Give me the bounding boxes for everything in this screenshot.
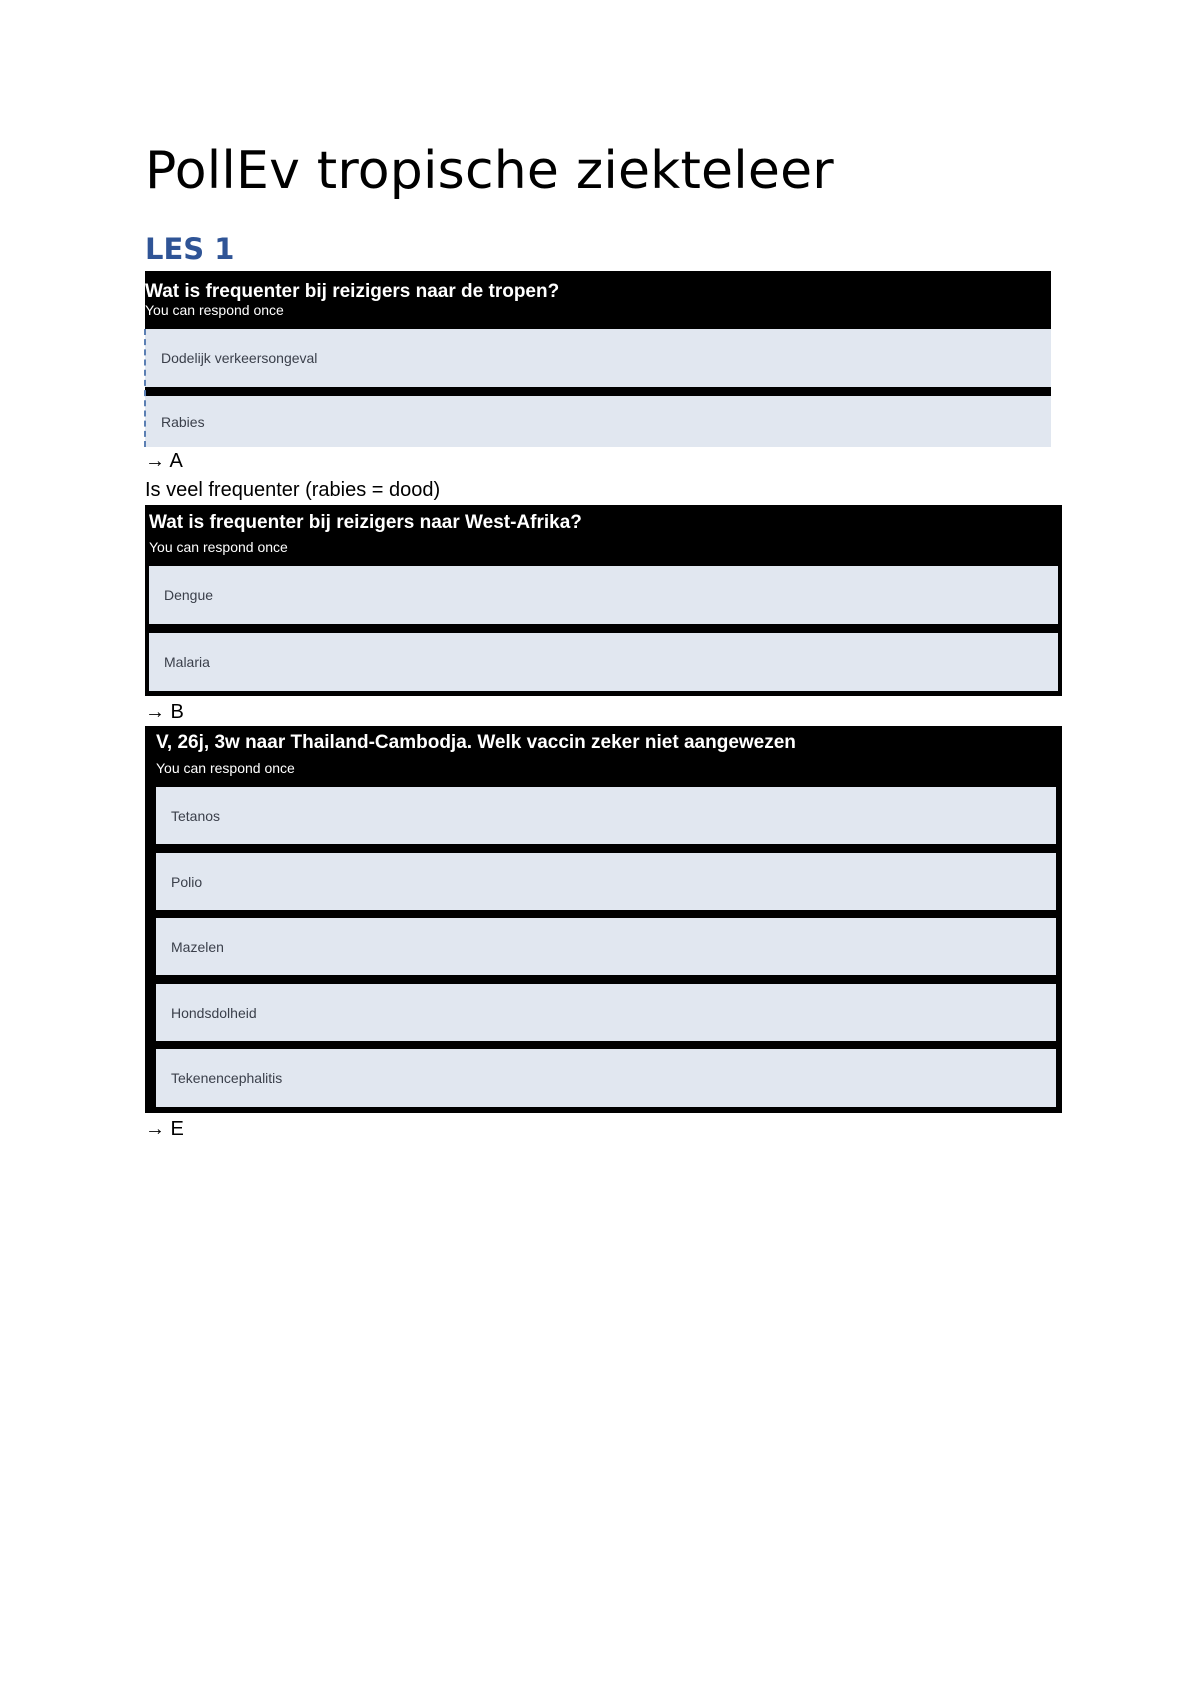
- poll-option[interactable]: [145, 329, 1051, 387]
- selection-marker: [144, 329, 146, 447]
- poll-card: [145, 271, 1051, 447]
- poll-subtitle: You can respond once: [145, 302, 284, 318]
- poll-subtitle: You can respond once: [149, 539, 288, 555]
- poll-option-label: Tekenencephalitis: [171, 1070, 283, 1086]
- poll-option-label: Polio: [171, 873, 203, 890]
- poll-question: V, 26j, 3w naar Thailand-Cambodja. Welk vaccin zeker niet aangewezen: [156, 732, 796, 753]
- poll-subtitle: You can respond once: [156, 760, 295, 776]
- answer-text: → B: [145, 701, 184, 723]
- poll-option-label: Dengue: [164, 587, 214, 603]
- poll-card: [145, 505, 1062, 696]
- answer-text: → A: [145, 450, 183, 472]
- poll-option[interactable]: [156, 1049, 1056, 1107]
- poll-option-label: Mazelen: [171, 938, 224, 955]
- poll-question: Wat is frequenter bij reizigers naar de tropen?: [145, 281, 560, 302]
- poll-option-label: Dodelijk verkeersongeval: [161, 350, 318, 366]
- poll-option[interactable]: [145, 396, 1051, 447]
- poll-option[interactable]: [156, 918, 1056, 975]
- answer-note: Is veel frequenter (rabies = dood): [145, 479, 441, 501]
- answer-text: → E: [145, 1118, 184, 1140]
- poll-option-label: Hondsdolheid: [171, 1004, 257, 1021]
- poll-option[interactable]: [156, 853, 1056, 910]
- section-heading: LES 1: [145, 232, 235, 266]
- poll-option-label: Rabies: [161, 413, 205, 430]
- poll-option[interactable]: [149, 633, 1058, 691]
- poll-question: Wat is frequenter bij reizigers naar West-Afrika?: [149, 512, 582, 533]
- poll-card: [145, 726, 1062, 1113]
- poll-option-label: Tetanos: [171, 807, 221, 824]
- poll-option[interactable]: [149, 566, 1058, 624]
- poll-option[interactable]: [156, 787, 1056, 844]
- poll-option-label: Malaria: [164, 654, 210, 670]
- poll-option[interactable]: [156, 984, 1056, 1041]
- document-title: PollEv tropische ziekteleer: [145, 141, 834, 201]
